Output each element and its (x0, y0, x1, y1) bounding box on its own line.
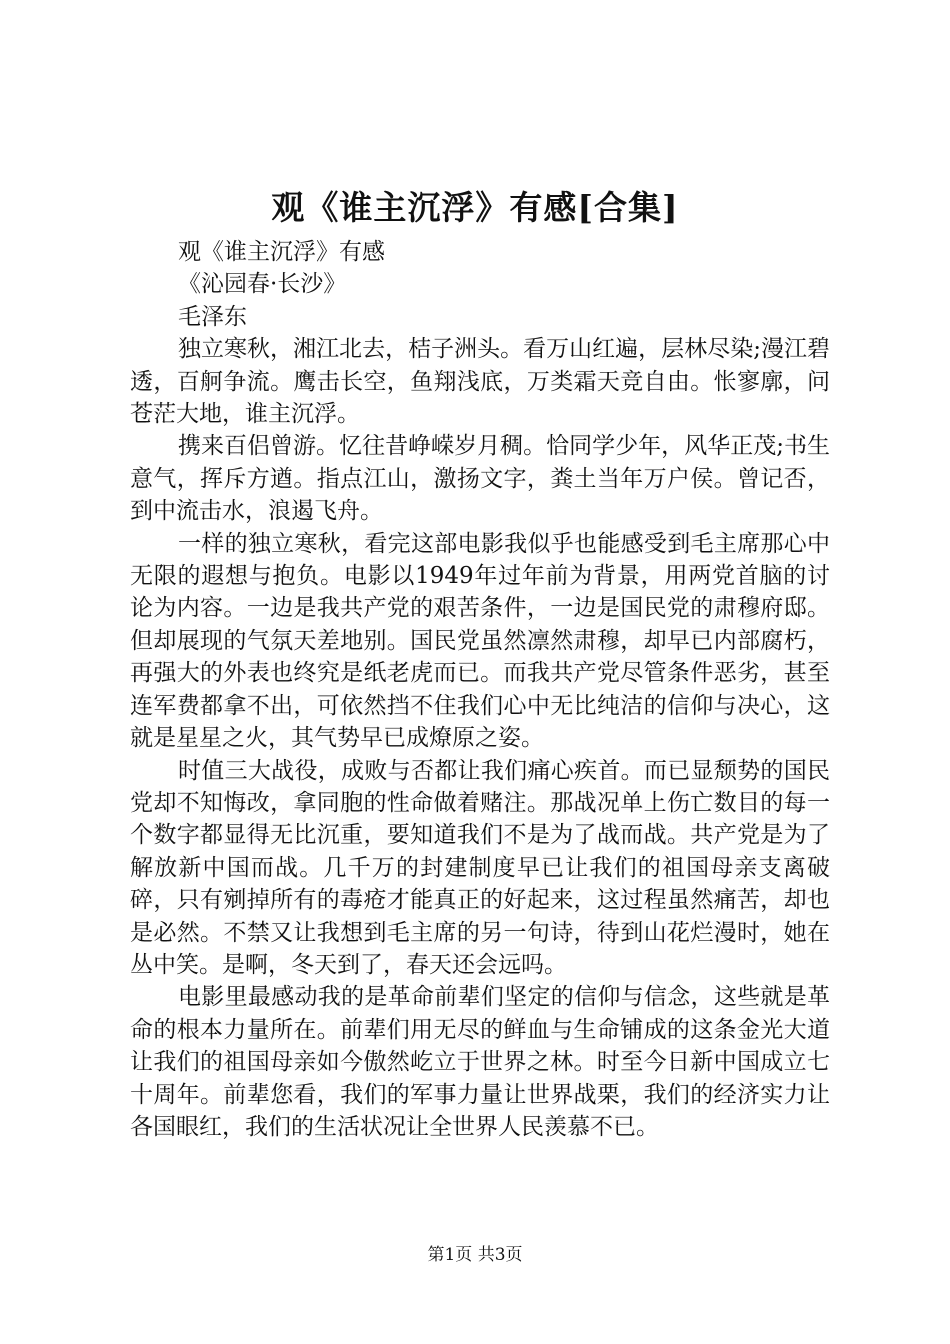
poem-author: 毛泽东 (178, 303, 247, 330)
poem-title: 《沁园春·长沙》 (178, 271, 347, 298)
paragraph-3: 一样的独立寒秋，看完这部电影我似乎也能感受到毛主席那心中无限的遐想与抱负。电影以1949年过年前为背景，用两党首脑的讨论为内容。一边是我共产党的艰苦条件，一边是国民党的肃穆府邸。但却展现的气氛天差地别。国民党虽然凛然肃穆，却早已内部腐朽，再强大的外表也终究是纸老虎而已。而我共产党尽管条件恶劣，甚至连军费都拿不出，可依然挡不住我们心中无比纯洁的信仰与决心，这就是星星之火，其气势早已成燎原之姿。 (130, 530, 830, 752)
paragraph-4: 时值三大战役，成败与否都让我们痛心疾首。而已显颓势的国民党却不知悔改，拿同胞的性命做着赌注。那战况单上伤亡数目的每一个数字都显得无比沉重，要知道我们不是为了战而战。共产党是为了解放新中国而战。几千万的封建制度早已让我们的祖国母亲支离破碎，只有剜掉所有的毒疮才能真正的好起来，这过程虽然痛苦，却也是必然。不禁又让我想到毛主席的另一句诗，待到山花烂漫时，她在丛中笑。是啊，冬天到了，春天还会远吗。 (130, 757, 830, 978)
paragraph-2: 携来百侣曾游。忆往昔峥嵘岁月稠。恰同学少年，风华正茂;书生意气，挥斥方遒。指点江山，激扬文字，粪土当年万户侯。曾记否，到中流击水，浪遏飞舟。 (130, 433, 830, 525)
subtitle: 观《谁主沉浮》有感 (178, 239, 385, 265)
document-body (130, 236, 830, 1143)
paragraph-1: 独立寒秋，湘江北去，桔子洲头。看万山红遍，层林尽染;漫江碧透，百舸争流。鹰击长空，鱼翔浅底，万类霜天竞自由。怅寥廓，问苍茫大地，谁主沉浮。 (130, 336, 830, 428)
document-title: 观《谁主沉浮》有感[合集] (271, 188, 679, 227)
paragraph-5: 电影里最感动我的是革命前辈们坚定的信仰与信念，这些就是革命的根本力量所在。前辈们用无尽的鲜血与生命铺成的这条金光大道让我们的祖国母亲如今傲然屹立于世界之林。时至今日新中国成立七十周年。前辈您看，我们的军事力量让世界战栗，我们的经济实力让各国眼红，我们的生活状况让全世界人民羡慕不已。 (130, 984, 830, 1140)
page-footer: 第1页 共3页 (427, 1245, 523, 1265)
